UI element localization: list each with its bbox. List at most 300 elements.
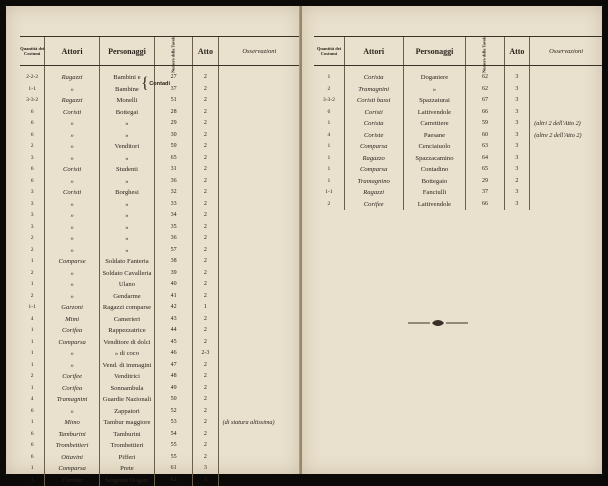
header-row (314, 37, 602, 66)
quantita-cell: 2 (20, 245, 45, 257)
quantita-cell: 6 (20, 164, 45, 176)
personaggi-cell: » di coco (99, 348, 154, 360)
table-body-left (20, 66, 300, 486)
personaggi-cell: Lattivendole (403, 107, 466, 119)
atto-cell: 2 (193, 210, 218, 222)
attori-cell: » (45, 210, 100, 222)
osservazioni-cell (218, 153, 300, 165)
quantita-cell: 1 (20, 463, 45, 475)
attori-cell: Coristi bassi (344, 95, 403, 107)
personaggi-cell: Borghesi (99, 187, 154, 199)
osservazioni-cell (218, 325, 300, 337)
osservazioni-cell (530, 199, 602, 211)
osservazioni-cell (218, 84, 300, 96)
atto-cell: 2 (193, 222, 218, 234)
table-row (314, 95, 602, 107)
attori-cell: » (45, 291, 100, 303)
table-row (314, 141, 602, 153)
quantita-cell: 6 (20, 107, 45, 119)
table-row (20, 429, 300, 441)
personaggi-cell: » (99, 245, 154, 257)
numero-cell: 57 (155, 245, 193, 257)
atto-cell: 2 (193, 130, 218, 142)
personaggi-cell: Lattivendole (403, 199, 466, 211)
atto-cell: 2 (193, 429, 218, 441)
numero-cell: 45 (155, 337, 193, 349)
quantita-cell: 6 (314, 107, 344, 119)
attori-cell: Corista (344, 118, 403, 130)
personaggi-cell: Monelli (99, 95, 154, 107)
personaggi-cell: Prete (99, 463, 154, 475)
table-row (314, 107, 602, 119)
osservazioni-cell (530, 141, 602, 153)
atto-cell: 2 (193, 176, 218, 188)
personaggi-cell: » (99, 222, 154, 234)
osservazioni-cell (218, 337, 300, 349)
atto-cell: 2 (193, 233, 218, 245)
personaggi-cell: Carrettiere (403, 118, 466, 130)
personaggi-cell: Vend. di immagini (99, 360, 154, 372)
quantita-cell: 4 (20, 314, 45, 326)
quantita-cell: 1 (20, 337, 45, 349)
costume-table-left (20, 36, 300, 486)
atto-cell: 2 (193, 268, 218, 280)
osservazioni-cell (218, 187, 300, 199)
personaggi-cell: Contadino (403, 164, 466, 176)
attori-cell: Ragazzi (45, 95, 100, 107)
personaggi-cell: Sergente Dogan. (99, 475, 154, 486)
attori-cell: Ottavini (45, 452, 100, 464)
attori-cell: » (45, 199, 100, 211)
personaggi-cell: Ulano (99, 279, 154, 291)
atto-cell: 3 (504, 199, 530, 211)
quantita-cell: 1 (20, 383, 45, 395)
attori-cell: » (45, 406, 100, 418)
table-row (20, 383, 300, 395)
attori-cell: Tramagnini (344, 84, 403, 96)
atto-cell: 2 (193, 314, 218, 326)
left-page (6, 6, 300, 474)
osservazioni-cell (218, 107, 300, 119)
osservazioni-cell (218, 348, 300, 360)
attori-cell: Ragazzi (45, 72, 100, 84)
osservazioni-cell (218, 141, 300, 153)
atto-cell: 2 (193, 371, 218, 383)
quantita-cell: 2 (314, 199, 344, 211)
atto-cell: 3 (504, 130, 530, 142)
table-row (20, 233, 300, 245)
attori-cell: Ragazzo (344, 153, 403, 165)
personaggi-cell: Camerieri (99, 314, 154, 326)
table-row (20, 118, 300, 130)
osservazioni-cell (530, 153, 602, 165)
quantita-cell: 2 (20, 141, 45, 153)
atto-cell: 3 (504, 118, 530, 130)
osservazioni-cell (218, 118, 300, 130)
quantita-cell: 3-3-2 (314, 95, 344, 107)
numero-cell: 62 (155, 475, 193, 486)
table-row (314, 153, 602, 165)
numero-cell: 66 (466, 199, 504, 211)
atto-cell: 2 (193, 118, 218, 130)
table-row (20, 302, 300, 314)
osservazioni-cell (530, 176, 602, 188)
attori-cell: Garzoni (45, 302, 100, 314)
quantita-cell: 6 (20, 176, 45, 188)
osservazioni-cell (218, 314, 300, 326)
osservazioni-cell (218, 406, 300, 418)
attori-cell: » (45, 268, 100, 280)
quantita-cell: 1 (20, 279, 45, 291)
atto-cell: 2 (193, 84, 218, 96)
col-header-personaggi: Personaggi (99, 37, 154, 66)
atto-cell: 2 (193, 141, 218, 153)
numero-cell: 27 (155, 72, 193, 84)
personaggi-cell: Soldato Cavalleria (99, 268, 154, 280)
quantita-cell: 6 (20, 130, 45, 142)
numero-cell: 29 (466, 176, 504, 188)
table-row (314, 118, 602, 130)
attori-cell: » (45, 153, 100, 165)
numero-cell: 40 (155, 279, 193, 291)
attori-cell: Trombettieri (45, 440, 100, 452)
quantita-cell: 3 (20, 187, 45, 199)
osservazioni-cell (218, 463, 300, 475)
quantita-cell: 2 (20, 233, 45, 245)
atto-cell: 2 (193, 164, 218, 176)
atto-cell: 3 (504, 141, 530, 153)
osservazioni-cell (218, 72, 300, 84)
attori-cell: » (45, 360, 100, 372)
numero-cell: 59 (466, 118, 504, 130)
table-row (20, 187, 300, 199)
personaggi-cell: Rappezzatrice (99, 325, 154, 337)
osservazioni-cell (218, 394, 300, 406)
table-row (20, 199, 300, 211)
quantita-cell: 1-1 (20, 84, 45, 96)
numero-cell: 53 (155, 417, 193, 429)
numero-cell: 48 (155, 371, 193, 383)
osservazioni-cell (530, 107, 602, 119)
table-row (314, 164, 602, 176)
osservazioni-cell (218, 176, 300, 188)
osservazioni-cell (218, 268, 300, 280)
quantita-cell: 1 (314, 72, 344, 84)
atto-cell: 3 (504, 187, 530, 199)
quantita-cell: 2-2-2 (20, 72, 45, 84)
numero-cell: 66 (466, 107, 504, 119)
numero-cell: 47 (155, 360, 193, 372)
personaggi-cell: Trombettieri (99, 440, 154, 452)
osservazioni-cell (218, 360, 300, 372)
atto-cell: 3 (193, 475, 218, 486)
attori-cell: » (45, 176, 100, 188)
table-row (20, 463, 300, 475)
quantita-cell: 1 (20, 325, 45, 337)
col-header-personaggi: Personaggi (403, 37, 466, 66)
osservazioni-cell (218, 371, 300, 383)
personaggi-cell: Spazzacamino (403, 153, 466, 165)
osservazioni-cell (218, 475, 300, 486)
attori-cell: » (45, 118, 100, 130)
atto-cell: 2 (193, 279, 218, 291)
table-row (20, 291, 300, 303)
table-row (20, 245, 300, 257)
osservazioni-cell (218, 452, 300, 464)
numero-cell: 60 (466, 130, 504, 142)
attori-cell: Corifea (45, 325, 100, 337)
personaggi-cell: » (99, 210, 154, 222)
atto-cell: 2 (193, 107, 218, 119)
numero-cell: 64 (466, 153, 504, 165)
numero-cell: 38 (155, 256, 193, 268)
table-row (20, 440, 300, 452)
numero-cell: 42 (155, 302, 193, 314)
quantita-cell: 1 (314, 176, 344, 188)
personaggi-cell: Cenciaiuolo (403, 141, 466, 153)
atto-cell: 2 (193, 245, 218, 257)
table-row (20, 222, 300, 234)
osservazioni-cell (218, 279, 300, 291)
decorative-ornament (408, 319, 468, 327)
numero-cell: 46 (155, 348, 193, 360)
table-row (20, 95, 300, 107)
atto-cell: 2 (193, 291, 218, 303)
numero-cell: 41 (155, 291, 193, 303)
numero-cell: 36 (155, 233, 193, 245)
atto-cell: 2 (193, 394, 218, 406)
attori-cell: Corista (344, 72, 403, 84)
attori-cell: Coriste (344, 130, 403, 142)
right-page (302, 6, 602, 474)
personaggi-cell: » (403, 84, 466, 96)
personaggi-cell: Doganiere (403, 72, 466, 84)
numero-cell: 65 (466, 164, 504, 176)
costume-table-right (314, 36, 602, 210)
osservazioni-cell (218, 199, 300, 211)
atto-cell: 2 (193, 440, 218, 452)
quantita-cell: 6 (20, 118, 45, 130)
osservazioni-cell (218, 233, 300, 245)
table-row (20, 164, 300, 176)
table-row (20, 153, 300, 165)
atto-cell: 2 (193, 406, 218, 418)
quantita-cell: 1 (314, 164, 344, 176)
attori-cell: Comparsa (45, 337, 100, 349)
attori-cell: Comparsa (344, 164, 403, 176)
osservazioni-cell (218, 429, 300, 441)
personaggi-cell: » (99, 233, 154, 245)
quantita-cell: 1 (20, 348, 45, 360)
personaggi-cell: Venditori (99, 141, 154, 153)
attori-cell: Comparsa (344, 141, 403, 153)
quantita-cell: 4 (314, 130, 344, 142)
attori-cell: Tramagnino (344, 176, 403, 188)
numero-cell: 62 (466, 72, 504, 84)
osservazioni-cell (218, 383, 300, 395)
quantita-cell: 2 (20, 268, 45, 280)
quantita-cell: 6 (20, 429, 45, 441)
numero-cell: 36 (155, 176, 193, 188)
osservazioni-cell: (altre 2 dell'Atto 2) (530, 130, 602, 142)
numero-cell: 55 (155, 452, 193, 464)
personaggi-cell: » (99, 130, 154, 142)
table-row (20, 417, 300, 429)
quantita-cell: 6 (20, 440, 45, 452)
table-row (20, 210, 300, 222)
personaggi-cell: Fanciulli (403, 187, 466, 199)
attori-cell: Corifee (344, 199, 403, 211)
quantita-cell: 2 (314, 84, 344, 96)
quantita-cell: 3 (20, 199, 45, 211)
personaggi-cell: Bambini e (99, 72, 154, 84)
atto-cell: 2-3 (193, 348, 218, 360)
attori-cell: » (45, 279, 100, 291)
osservazioni-cell (218, 130, 300, 142)
attori-cell: Coristi (45, 187, 100, 199)
attori-cell: Ragazzi (344, 187, 403, 199)
attori-cell: Mimo (45, 417, 100, 429)
numero-cell: 55 (155, 440, 193, 452)
attori-cell: » (45, 245, 100, 257)
quantita-cell: 1 (314, 118, 344, 130)
col-header-numero-text: Numero della Tavola (171, 36, 176, 73)
atto-cell: 2 (193, 153, 218, 165)
brace-icon: } (141, 76, 149, 92)
table-row (314, 187, 602, 199)
quantita-cell: 2 (20, 371, 45, 383)
personaggi-cell: Soldato Fanteria (99, 256, 154, 268)
col-header-atto: Atto (504, 37, 530, 66)
numero-cell: 54 (155, 429, 193, 441)
personaggi-cell: » (99, 118, 154, 130)
osservazioni-cell (530, 84, 602, 96)
osservazioni-cell: (altri 2 dell'Atto 2) (530, 118, 602, 130)
osservazioni-cell (218, 245, 300, 257)
numero-cell: 39 (155, 268, 193, 280)
attori-cell: » (45, 222, 100, 234)
table-row (20, 452, 300, 464)
personaggi-cell: Gendarme (99, 291, 154, 303)
table-row (20, 279, 300, 291)
attori-cell: Comparsa (45, 463, 100, 475)
numero-cell: 33 (155, 199, 193, 211)
numero-cell: 32 (155, 187, 193, 199)
quantita-cell: 3 (20, 222, 45, 234)
atto-cell: 3 (504, 164, 530, 176)
table-body-right (314, 66, 602, 211)
numero-cell: 29 (155, 118, 193, 130)
attori-cell: » (45, 141, 100, 153)
attori-cell: Coristi (45, 164, 100, 176)
header-row (20, 37, 300, 66)
numero-cell: 65 (155, 153, 193, 165)
atto-cell: 2 (193, 452, 218, 464)
table-row (20, 360, 300, 372)
atto-cell: 3 (504, 95, 530, 107)
quantita-cell: 6 (20, 452, 45, 464)
col-header-quantita: Quantità dei Costumi (314, 37, 344, 66)
table-row (20, 337, 300, 349)
personaggi-cell: Studenti (99, 164, 154, 176)
atto-cell: 2 (193, 383, 218, 395)
osservazioni-cell (218, 302, 300, 314)
attori-cell: Coristi (45, 107, 100, 119)
numero-cell: 35 (155, 222, 193, 234)
attori-cell: Corifea (45, 383, 100, 395)
table-row (20, 371, 300, 383)
attori-cell: Corista (45, 475, 100, 486)
attori-cell: Corifee (45, 371, 100, 383)
numero-cell: 30 (155, 130, 193, 142)
atto-cell: 2 (193, 95, 218, 107)
quantita-cell: 3 (20, 210, 45, 222)
atto-cell: 2 (193, 72, 218, 84)
quantita-cell: 1 (20, 417, 45, 429)
attori-cell: » (45, 84, 100, 96)
osservazioni-cell (218, 256, 300, 268)
numero-cell: 50 (155, 394, 193, 406)
quantita-cell: 1 (314, 141, 344, 153)
attori-cell: » (45, 233, 100, 245)
osservazioni-cell (530, 164, 602, 176)
table-row (20, 268, 300, 280)
table-row (20, 314, 300, 326)
table-row (314, 84, 602, 96)
table-row (20, 394, 300, 406)
attori-cell: Tamburini (45, 429, 100, 441)
attori-cell: Comparse (45, 256, 100, 268)
quantita-cell: 6 (20, 406, 45, 418)
personaggi-cell: » (99, 153, 154, 165)
atto-cell: 2 (193, 337, 218, 349)
numero-cell: 49 (155, 383, 193, 395)
numero-cell: 31 (155, 164, 193, 176)
quantita-cell: 1 (20, 475, 45, 486)
table-row (20, 107, 300, 119)
personaggi-cell: Tambur maggiore (99, 417, 154, 429)
quantita-cell: 1 (20, 360, 45, 372)
atto-cell: 3 (193, 463, 218, 475)
col-header-osservazioni: Osservazioni (218, 37, 300, 66)
quantita-cell: 2 (20, 291, 45, 303)
col-header-atto: Atto (193, 37, 218, 66)
numero-cell: 62 (466, 84, 504, 96)
personaggi-cell: » (99, 199, 154, 211)
table-row (20, 256, 300, 268)
quantita-cell: 3-3-2 (20, 95, 45, 107)
col-header-osservazioni: Osservazioni (530, 37, 602, 66)
personaggi-cell: Paesane (403, 130, 466, 142)
numero-cell: 44 (155, 325, 193, 337)
numero-cell: 37 (155, 84, 193, 96)
brace-label: Contadi (149, 81, 170, 87)
osservazioni-cell (218, 164, 300, 176)
atto-cell: 2 (504, 176, 530, 188)
table-row (20, 475, 300, 486)
table-row (20, 348, 300, 360)
quantita-cell: 1 (20, 256, 45, 268)
atto-cell: 2 (193, 417, 218, 429)
osservazioni-cell (218, 222, 300, 234)
personaggi-cell: Ragazzi comparse (99, 302, 154, 314)
table-row (314, 72, 602, 84)
numero-cell: 63 (466, 141, 504, 153)
osservazioni-cell (218, 291, 300, 303)
col-header-attori: Attori (344, 37, 403, 66)
personaggi-cell: Zappatori (99, 406, 154, 418)
table-row (20, 325, 300, 337)
